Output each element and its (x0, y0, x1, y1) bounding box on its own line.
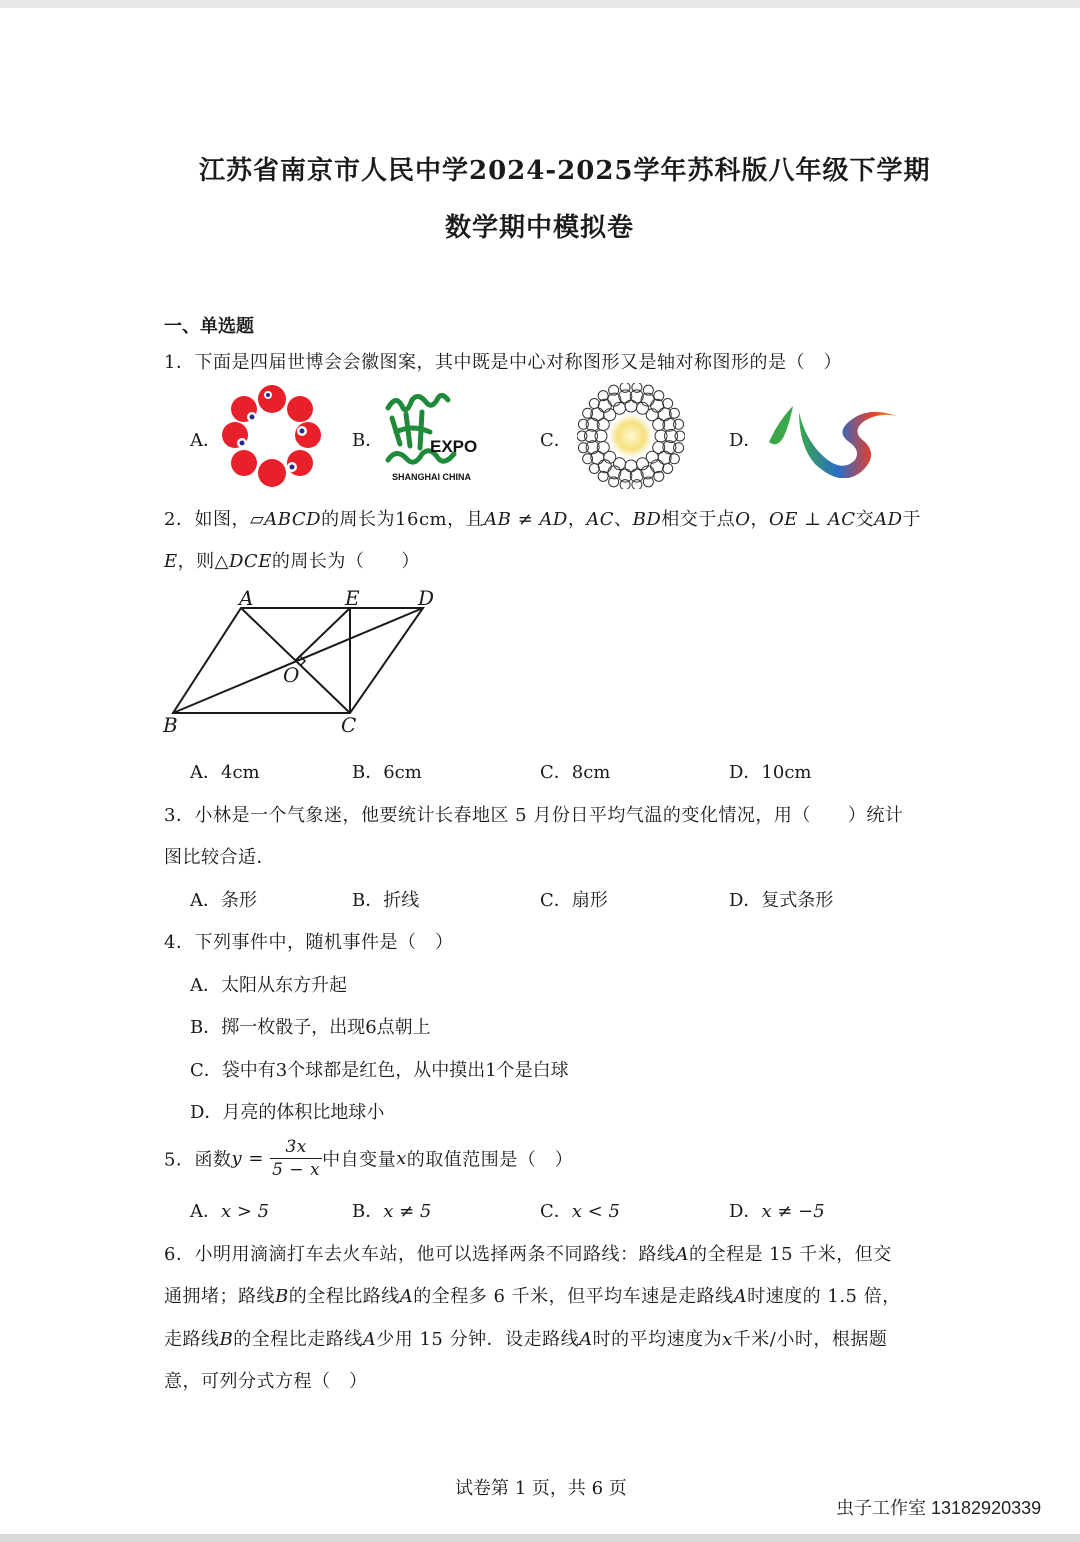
expo-logo-d-ribbon (765, 398, 899, 478)
figure-label-a: A (239, 586, 254, 610)
q4-option-b: B．掷一枚骰子，出现6点朝上 (190, 1017, 431, 1038)
title-line-2: 数学期中模拟卷 (445, 213, 635, 243)
figure-label-d: D (418, 586, 435, 610)
q1-option-b-label: B． (352, 430, 384, 451)
q3-option-c: C．扇形 (540, 890, 608, 911)
rosette-ring-circle (589, 463, 599, 473)
question-3-line-1: 3．小林是一个气象迷，他要统计长春地区 5 月份日平均气温的变化情况，用（ ）统计 (164, 805, 904, 826)
expo-logo-c-rosette (577, 383, 685, 489)
rosette-ring-circle (577, 431, 587, 441)
rosette-ring-circle (674, 443, 684, 453)
rosette-ring-circle (643, 385, 653, 395)
q5-option-a: A．x > 5 (190, 1201, 270, 1222)
bottom-edge-bar (0, 1534, 1080, 1542)
q4-option-d: D．月亮的体积比地球小 (190, 1102, 385, 1123)
question-6-line-2: 通拥堵；路线B的全程比路线A的全程多 6 千米，但平均车速是走路线A时速度的 1.5 倍， (164, 1286, 901, 1307)
question-3-line-2: 图比较合适． (164, 847, 275, 868)
figure-label-b: B (163, 713, 178, 737)
question-2-line-2: E，则△DCE的周长为（ ） (164, 551, 420, 572)
question-1-text: 1．下面是四届世博会会徽图案，其中既是中心对称图形又是轴对称图形的是（ ） (164, 352, 842, 373)
question-2-line-1: 2．如图，▱ABCD的周长为16cm，且AB ≠ AD，AC、BD相交于点O，OE ⊥ AC交AD于 (164, 509, 922, 530)
figure-label-c: C (341, 713, 357, 737)
parallelogram-figure (155, 584, 450, 740)
rosette-ring-circle (632, 480, 642, 489)
question-5-text: 5．函数y = $\frac{3x}{5 - x}$ 中自变量x的取值范围是（ ） (164, 1137, 574, 1180)
q3-option-d: D．复式条形 (729, 890, 834, 911)
q4-option-c: C．袋中有3个球都是红色，从中摸出1个是白球 (190, 1060, 569, 1081)
rosette-ring-circle (589, 399, 599, 409)
rosette-ring-circle (609, 385, 619, 395)
rosette-ring-circle (674, 419, 684, 429)
q5-option-b: B．x ≠ 5 (352, 1201, 432, 1222)
rosette-ring-circle (632, 383, 642, 392)
question-6-line-3: 走路线B的全程比走路线A少用 15 分钟．设走路线A时的平均速度为x千米/小时，根据题 (164, 1329, 888, 1350)
q2-option-a: A．4cm (190, 762, 260, 783)
q2-option-c: C．8cm (540, 762, 611, 783)
rosette-ring-circle (598, 460, 611, 473)
fraction: $\frac{3x}{5 - x}$ (272, 1137, 321, 1180)
rosette-ring-circle (625, 460, 637, 472)
question-4-text: 4．下列事件中，随机事件是（ ） (164, 932, 454, 953)
expo-logo-b-shanghai (382, 388, 490, 484)
question-6-line-4: 意，可列分式方程（ ） (164, 1371, 368, 1392)
watermark-text: 虫子工作室 13182920339 (836, 1498, 1042, 1518)
rosette-ring-circle (625, 400, 637, 412)
rosette-ring-circle (651, 399, 664, 412)
parallelogram-glyph: ▱ (249, 509, 265, 530)
q3-option-b: B．折线 (352, 890, 420, 911)
q3-option-a: A．条形 (190, 890, 257, 911)
rosette-ring-circle (663, 463, 673, 473)
q2-option-b: B．6cm (352, 762, 422, 783)
top-edge-bar (0, 0, 1080, 8)
rosette-ring-circle (663, 399, 673, 409)
rosette-ring-circle (578, 419, 588, 429)
rosette-ring-circle (620, 383, 630, 392)
section-heading-single-choice: 一、单选题 (164, 316, 254, 337)
rosette-ring-circle (609, 477, 619, 487)
expo-logo-a-red-ring (222, 385, 322, 487)
rosette-ring-circle (598, 399, 611, 412)
rosette-ring-circle (595, 430, 607, 442)
figure-label-e: E (345, 586, 360, 610)
figure-label-o: O (283, 663, 300, 687)
rosette-ring-circle (578, 443, 588, 453)
q5-option-d: D．x ≠ −5 (729, 1201, 825, 1222)
rosette-ring-circle (643, 477, 653, 487)
q1-option-c-label: C． (540, 430, 572, 451)
q4-option-a: A．太阳从东方升起 (190, 975, 347, 996)
title-line-1: 江苏省南京市人民中学2024-2025学年苏科版八年级下学期 (199, 156, 931, 186)
q1-option-d-label: D． (729, 430, 762, 451)
page-footer: 试卷第 1 页，共 6 页 (455, 1478, 627, 1499)
q5-option-c: C．x < 5 (540, 1201, 620, 1222)
expo-logo-b-word: EXPO (430, 437, 478, 456)
expo-logo-b-caption: SHANGHAI CHINA (392, 472, 472, 482)
rosette-ring-circle (651, 460, 664, 473)
question-6-line-1: 6．小明用滴滴打车去火车站，他可以选择两条不同路线：路线A的全程是 15 千米，但交 (164, 1244, 892, 1265)
rosette-ring-circle (655, 430, 667, 442)
rosette-ring-circle (675, 431, 685, 441)
q1-option-a-label: A． (190, 430, 221, 451)
rosette-ring-circle (620, 480, 630, 489)
q2-option-d: D．10cm (729, 762, 812, 783)
